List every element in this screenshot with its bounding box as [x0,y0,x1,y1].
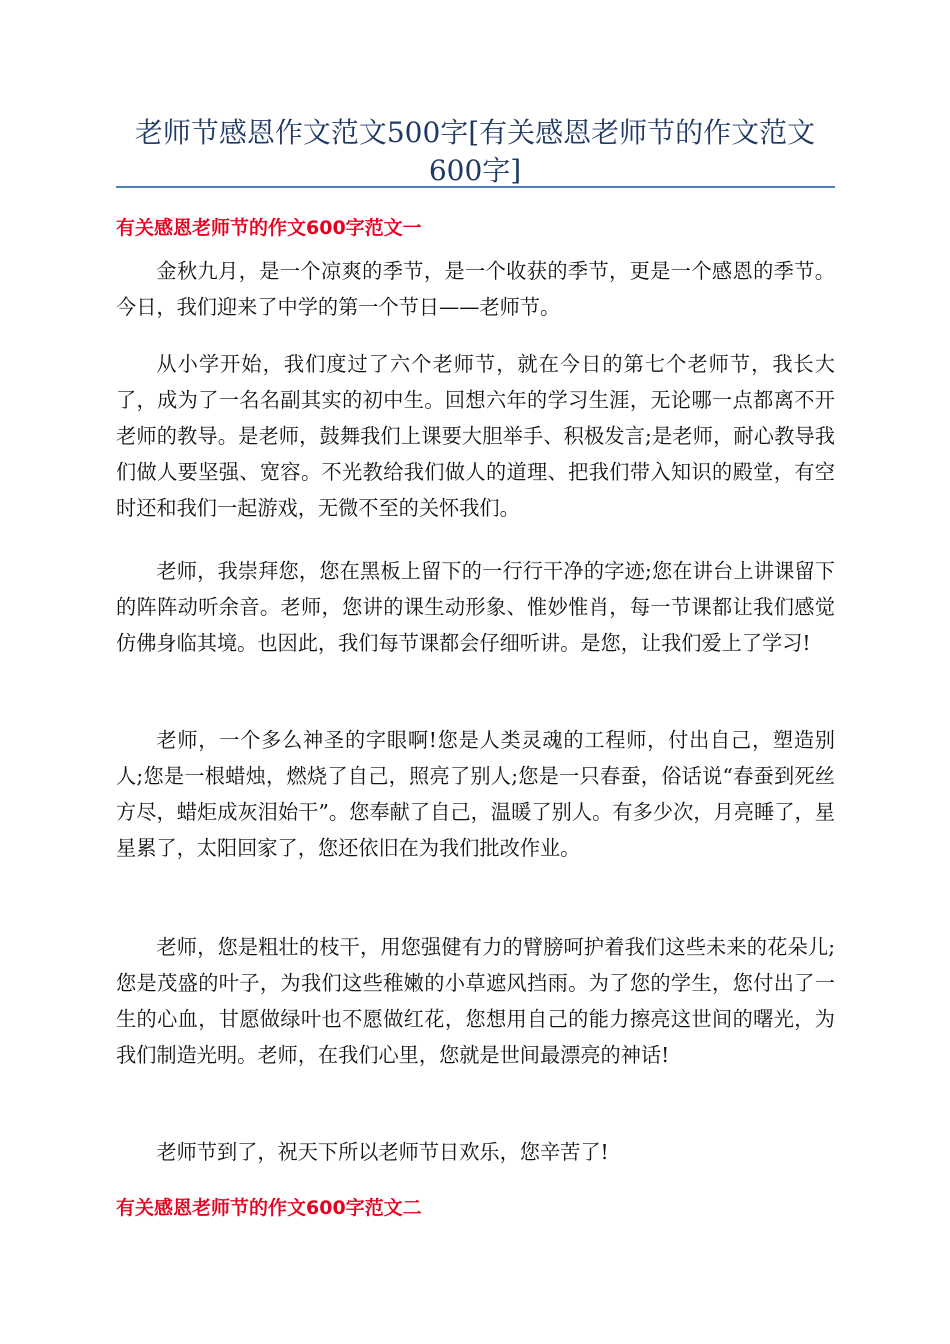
section-heading-1: 有关感恩老师节的作文600字范文一 [116,217,422,239]
paragraph-2: 从小学开始，我们度过了六个老师节，就在今日的第七个老师节，我长大了，成为了一名名副其实的初中生。回想六年的学习生涯，无论哪一点都离不开老师的教导。是老师，鼓舞我们上课要大胆举手、积极发言;是老师，耐心教导我们做人要坚强、宽容。不光教给我们做人的道理、把我们带入知识的殿堂，有空时还和我们一起游戏，无微不至的关怀我们。 [116,352,835,520]
paragraph-6: 老师节到了，祝天下所以老师节日欢乐，您辛苦了! [156,1140,609,1164]
paragraph-1: 金秋九月，是一个凉爽的季节，是一个收获的季节，更是一个感恩的季节。今日，我们迎来了中学的第一个节日——老师节。 [116,259,835,319]
paragraph-3: 老师，我崇拜您，您在黑板上留下的一行行干净的字迹;您在讲台上讲课留下的阵阵动听余音。老师，您讲的课生动形象、惟妙惟肖，每一节课都让我们感觉仿佛身临其境。也因此，我们每节课都会仔细听讲。是您，让我们爱上了学习! [116,559,835,655]
paragraph-5: 老师，您是粗壮的枝干，用您强健有力的臂膀呵护着我们这些未来的花朵儿;您是茂盛的叶子，为我们这些稚嫩的小草遮风挡雨。为了您的学生，您付出了一生的心血，甘愿做绿叶也不愿做红花，您想用自己的能力擦亮这世间的曙光，为我们制造光明。老师，在我们心里，您就是世间最漂亮的神话! [116,935,835,1067]
section-heading-2: 有关感恩老师节的作文600字范文二 [116,1197,422,1219]
title-underline [116,186,835,188]
document-title: 老师节感恩作文范文500字[有关感恩老师节的作文范文600字] [134,116,816,187]
paragraph-4: 老师，一个多么神圣的字眼啊!您是人类灵魂的工程师，付出自己，塑造别人;您是一根蜡烛，燃烧了自己，照亮了别人;您是一只春蚕，俗话说“春蚕到死丝方尽，蜡炬成灰泪始干”。您奉献了自己，温暖了别人。有多少次，月亮睡了，星星累了，太阳回家了，您还依旧在为我们批改作业。 [116,728,835,860]
